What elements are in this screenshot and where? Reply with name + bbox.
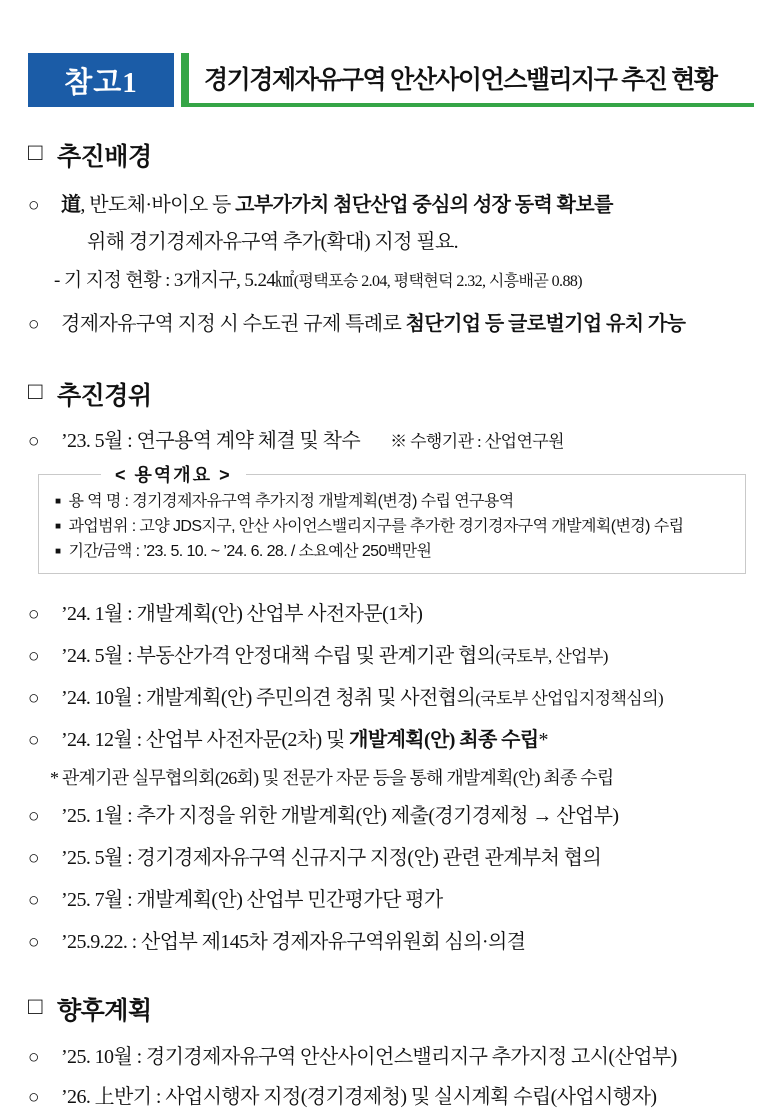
service-overview-box-items bbox=[55, 489, 735, 564]
circle-bullet-icon: ○ bbox=[28, 1047, 39, 1068]
circle-bullet-icon: ○ bbox=[28, 688, 39, 709]
circle-bullet-icon: ○ bbox=[28, 848, 39, 869]
circle-bullet-icon: ○ bbox=[28, 1087, 39, 1108]
section-progress bbox=[28, 376, 754, 961]
progress-lines-top bbox=[28, 423, 754, 460]
bullet-line bbox=[28, 1079, 754, 1116]
text-segment: ’24. 12월 : 산업부 사전자문(2차) 및 bbox=[61, 729, 350, 751]
service-overview-box-title: < 용역개요 > bbox=[101, 461, 246, 487]
section-heading-future-plan bbox=[28, 991, 754, 1027]
text-segment: 고부가가치 첨단산업 중심의 성장 동력 확보를 bbox=[235, 194, 613, 216]
text-segment: ’25. 5월 : 경기경제자유구역 신규지구 지정(안) 관련 관계부처 협의 bbox=[61, 847, 602, 869]
circle-bullet-icon: ○ bbox=[28, 195, 39, 216]
section-future-plan bbox=[28, 991, 754, 1116]
text-segment: ’25.9.22. : 산업부 제145차 경제자유구역위원회 심의·의결 bbox=[61, 931, 526, 953]
service-overview-box bbox=[38, 465, 746, 574]
indent-spacer bbox=[61, 247, 87, 248]
text-segment: ’25. 7월 : 개발계획(안) 산업부 민간평가단 평가 bbox=[61, 889, 443, 911]
bullet-line bbox=[28, 798, 754, 835]
circle-bullet-icon: ○ bbox=[28, 314, 39, 335]
bullet-line bbox=[28, 722, 754, 759]
circle-bullet-icon: ○ bbox=[28, 604, 39, 625]
title-rule bbox=[181, 53, 754, 107]
text-segment: ’24. 5월 : 부동산가격 안정대책 수립 및 관계기관 협의 bbox=[61, 645, 496, 667]
bullet-line bbox=[28, 187, 754, 261]
square-bullet-icon: ■ bbox=[55, 521, 61, 532]
box-item bbox=[55, 539, 735, 564]
box-item-text: 기간/금액 : ’23. 5. 10. ~ ’24. 6. 28. / 소요예산 250백만원 bbox=[68, 543, 432, 560]
bullet-line bbox=[28, 882, 754, 919]
document-header bbox=[28, 53, 754, 107]
text-segment: (국토부 산업입지정책심의) bbox=[475, 689, 664, 708]
bullet-line bbox=[28, 840, 754, 877]
circle-bullet-icon: ○ bbox=[28, 431, 39, 452]
text-segment: (국토부, 산업부) bbox=[495, 647, 608, 666]
bullet-line bbox=[28, 306, 754, 343]
text-segment: 道 bbox=[61, 194, 81, 216]
text-segment: 경제자유구역 지정 시 수도권 규제 특례로 bbox=[61, 313, 406, 335]
text-segment: 개발계획(안) 최종 수립 bbox=[349, 729, 539, 751]
text-segment: * 관계기관 실무협의회(26회) 및 전문가 자문 등을 통해 개발계획(안) 최종 수립 bbox=[50, 768, 614, 788]
text-segment: ’23. 5월 : 연구용역 계약 체결 및 착수 bbox=[61, 430, 361, 452]
footnote-line bbox=[28, 764, 754, 793]
section-square-icon: □ bbox=[28, 993, 42, 1020]
section-heading-label: 추진배경 bbox=[57, 144, 152, 171]
bullet-line bbox=[28, 596, 754, 633]
text-segment: 첨단기업 등 글로벌기업 유치 가능 bbox=[405, 313, 686, 335]
section-heading-label: 추진경위 bbox=[57, 383, 152, 410]
circle-bullet-icon: ○ bbox=[28, 932, 39, 953]
text-segment: (평택포승 2.04, 평택현덕 2.32, 시흥배곧 0.88) bbox=[293, 273, 582, 290]
box-item bbox=[55, 514, 735, 539]
text-segment: ’26. 上반기 : 사업시행자 지정(경기경제청) 및 실시계획 수립(사업시행자) bbox=[61, 1086, 657, 1108]
circle-bullet-icon: ○ bbox=[28, 646, 39, 667]
circle-bullet-icon: ○ bbox=[28, 890, 39, 911]
bullet-line bbox=[28, 423, 754, 460]
circle-bullet-icon: ○ bbox=[28, 806, 39, 827]
text-segment: ’24. 10월 : 개발계획(안) 주민의견 청취 및 사전협의 bbox=[61, 687, 476, 709]
bullet-line bbox=[28, 924, 754, 961]
circle-bullet-icon: ○ bbox=[28, 730, 39, 751]
text-segment: ’25. 1월 : 추가 지정을 위한 개발계획(안) 제출(경기경제청 → 산업부) bbox=[61, 805, 619, 827]
text-segment: - 기 지정 현황 : 3개지구, 5.24㎢ bbox=[54, 270, 294, 291]
text-segment: ’24. 1월 : 개발계획(안) 산업부 사전자문(1차) bbox=[61, 603, 423, 625]
text-segment: ※ 수행기관 : 산업연구원 bbox=[390, 432, 564, 451]
text-segment: 위해 경기경제자유구역 추가(확대) 지정 필요. bbox=[87, 231, 459, 253]
reference-badge: 참고1 bbox=[28, 53, 174, 107]
text-segment: , 반도체·바이오 등 bbox=[80, 194, 236, 216]
section-square-icon: □ bbox=[28, 378, 42, 405]
dash-line bbox=[28, 264, 754, 299]
text-segment: * bbox=[538, 729, 548, 751]
bullet-line bbox=[28, 680, 754, 717]
page-title: 경기경제자유구역 안산사이언스밸리지구 추진 현황 bbox=[204, 67, 717, 94]
section-heading-progress bbox=[28, 376, 754, 412]
box-item bbox=[55, 489, 735, 514]
progress-lines-bottom bbox=[28, 596, 754, 961]
square-bullet-icon: ■ bbox=[55, 546, 61, 557]
bullet-line bbox=[28, 1039, 754, 1076]
background-lines bbox=[28, 187, 754, 343]
bullet-line bbox=[28, 638, 754, 675]
future-plan-lines bbox=[28, 1039, 754, 1116]
section-heading-background bbox=[28, 137, 754, 173]
section-square-icon: □ bbox=[28, 139, 42, 166]
section-heading-label: 향후계획 bbox=[57, 998, 152, 1025]
text-segment: ’25. 10월 : 경기경제자유구역 안산사이언스밸리지구 추가지정 고시(산업부) bbox=[61, 1046, 677, 1068]
box-item-text: 과업범위 : 고양 JDS지구, 안산 사이언스밸리지구를 추가한 경기경자구역 개발계획(변경) 수립 bbox=[68, 518, 684, 535]
box-item-text: 용 역 명 : 경기경제자유구역 추가지정 개발계획(변경) 수립 연구용역 bbox=[68, 493, 514, 510]
square-bullet-icon: ■ bbox=[55, 496, 61, 507]
section-background bbox=[28, 137, 754, 343]
